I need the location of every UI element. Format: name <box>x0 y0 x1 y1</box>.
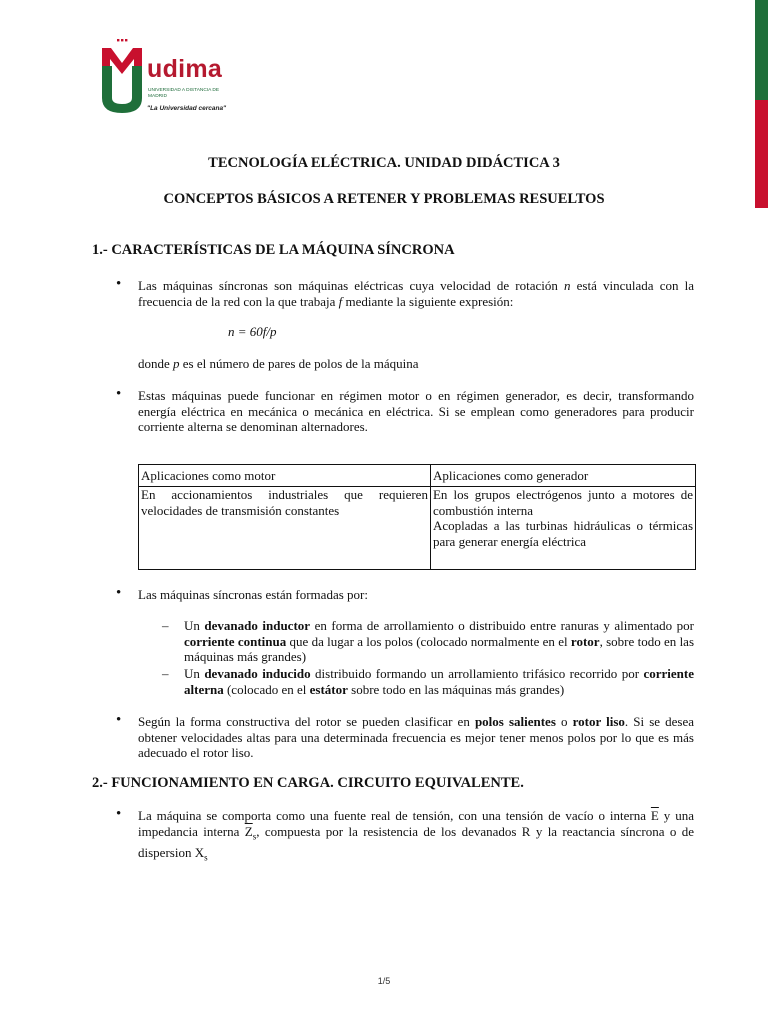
section-heading-2: 2.- FUNCIONAMIENTO EN CARGA. CIRCUITO EQUIVALENTE. <box>92 775 524 791</box>
formula-speed: n = 60f/p <box>228 324 277 339</box>
logo-subtitle: UNIVERSIDAD A DISTANCIA DE MADRID <box>148 88 220 99</box>
udima-logo <box>98 38 258 118</box>
paragraph-donde: donde p es el número de pares de polos de la máquina <box>138 356 419 371</box>
logo-tagline: "La Universidad cercana" <box>147 105 227 112</box>
side-color-bar <box>755 0 768 208</box>
paragraph-equivalent-circuit: La máquina se comporta como una fuente real de tensión, con una tensión de vacío o interna $\overline{E}$ y una impedancia interna $\overline{Z}_s$, compuesta por la resistencia de los devanados R y la reactancia síncrona o de dispersion $X_s$ <box>138 808 694 863</box>
document-subtitle: CONCEPTOS BÁSICOS A RETENER Y PROBLEMAS RESUELTOS <box>163 191 605 207</box>
dash-icon: – <box>162 618 169 633</box>
paragraph-rotor: Según la forma constructiva del rotor se pueden clasificar en polos salientes o rotor liso. Si se desea obtener velocidades altas para una determinada frecuencia es mejor tener menos polos por lo que es más adecuado el rotor liso. <box>138 714 695 761</box>
bullet-icon: • <box>116 585 122 601</box>
section-heading-1: 1.- CARACTERÍSTICAS DE LA MÁQUINA SÍNCRONA <box>92 242 455 258</box>
table-header-row <box>139 465 696 487</box>
paragraph-inducido: Un devanado inducido distribuido formando un arrollamiento trifásico recorrido por corriente alterna (colocado en el estátor sobre todo en las máquinas más grandes) <box>184 666 695 697</box>
logo-wordmark: udima <box>147 55 223 83</box>
paragraph-frequency: Las máquinas síncronas son máquinas eléctricas cuya velocidad de rotación n está vinculada con la frecuencia de la red con la que trabaja f mediante la siguiente expresión: <box>138 278 694 309</box>
dash-icon: – <box>162 666 169 681</box>
bullet-icon: • <box>116 276 122 292</box>
paragraph-composition: Las máquinas síncronas están formadas por: <box>138 587 368 602</box>
document-title: TECNOLOGÍA ELÉCTRICA. UNIDAD DIDÁCTICA 3 <box>208 155 560 171</box>
table-header-generator: Aplicaciones como generador <box>430 465 695 487</box>
table-cell-generator <box>430 487 695 570</box>
table-row <box>139 487 696 570</box>
table-cell-generator-line-1: En los grupos electrógenos junto a motores de combustión interna <box>432 487 693 518</box>
table-cell-generator-line-2: Acopladas a las turbinas hidráulicas o térmicas para generar energía eléctrica <box>432 518 693 549</box>
bullet-icon: • <box>116 386 122 402</box>
side-bar-green <box>755 0 768 100</box>
udima-emblem-icon <box>98 38 148 114</box>
paragraph-inductor: Un devanado inductor en forma de arrollamiento o distribuido entre ranuras y alimentado por corriente continua que da lugar a los polos (colocado normalmente en el rotor, sobre todo en las máquinas más grandes) <box>184 618 695 665</box>
bullet-icon: • <box>116 806 122 822</box>
page-number: 1/5 <box>377 976 391 986</box>
bullet-icon: • <box>116 712 122 728</box>
paragraph-operating-modes: Estas máquinas puede funcionar en régimen motor o en régimen generador, es decir, transformando energía eléctrica en mecánica o mecánica en eléctrica. Si se emplean como generadores para producir corriente alterna se denominan alternadores. <box>138 388 694 435</box>
applications-table <box>138 464 696 570</box>
table-header-motor: Aplicaciones como motor <box>139 465 431 487</box>
table-cell-motor: En accionamientos industriales que requieren velocidades de transmisión constantes <box>139 487 431 570</box>
